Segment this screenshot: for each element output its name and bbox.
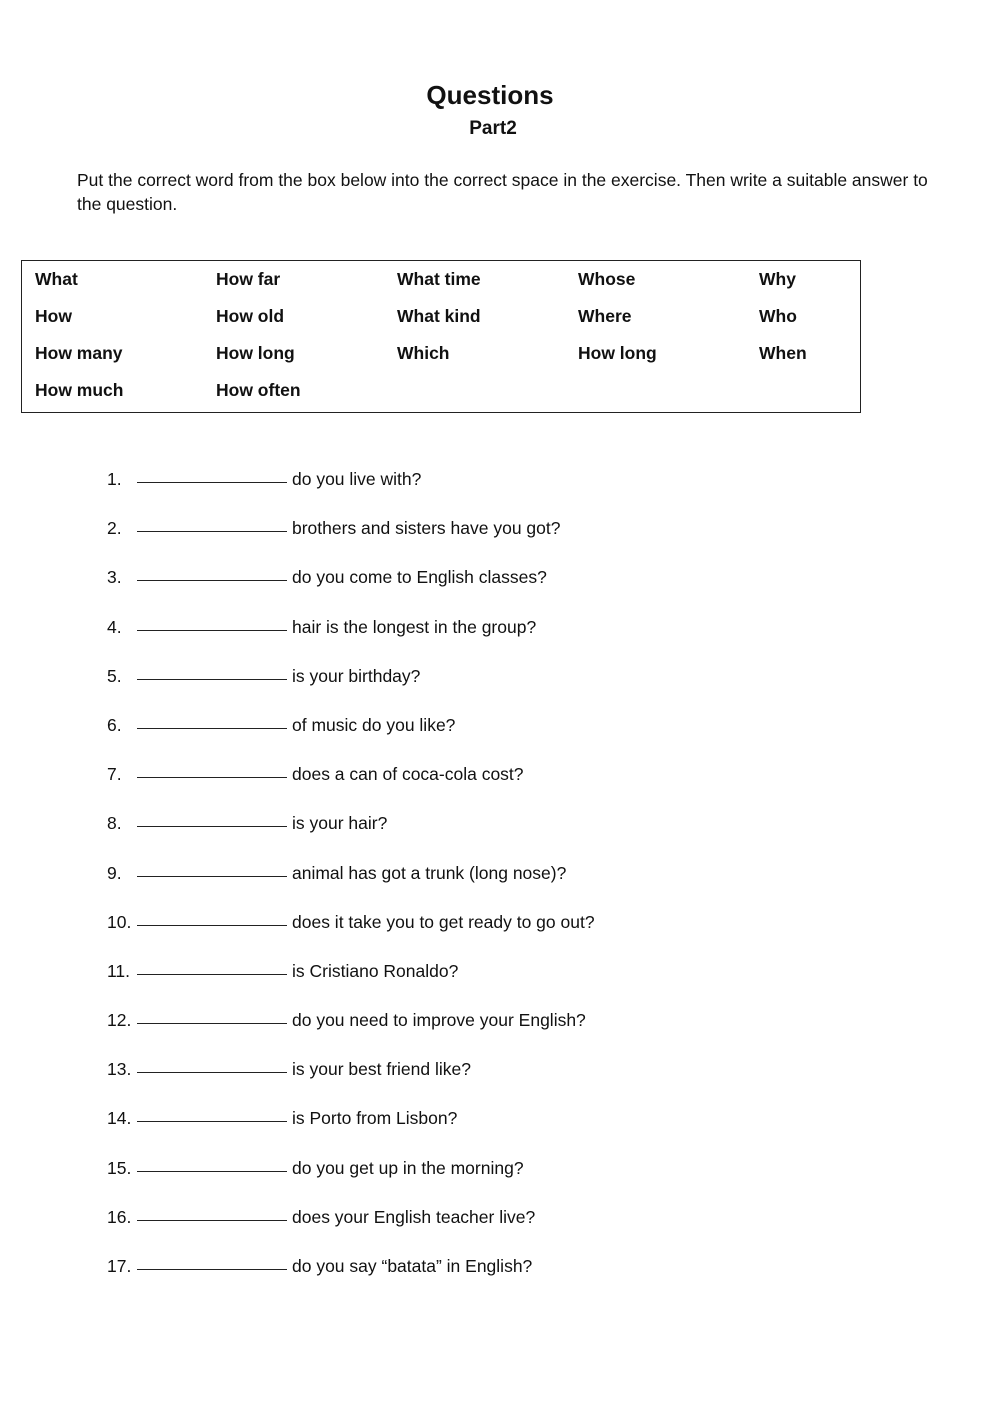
question-item [107, 558, 907, 607]
answer-blank[interactable] [137, 460, 287, 483]
question-number: 10. [107, 911, 132, 932]
answer-blank[interactable] [137, 608, 287, 631]
question-item [107, 1149, 907, 1198]
question-item [107, 1198, 907, 1247]
question-item [107, 460, 907, 509]
answer-blank[interactable] [137, 755, 287, 778]
instructions-text: Put the correct word from the box below into the correct space in the exercise. Then write a suitable answer to the question. [77, 170, 928, 214]
question-number: 4. [107, 616, 122, 637]
question-item [107, 854, 907, 903]
answer-blank[interactable] [137, 1050, 287, 1073]
question-text: do you need to improve your English? [292, 1010, 586, 1031]
question-number: 2. [107, 518, 122, 539]
word-box-item [578, 378, 759, 415]
question-item [107, 608, 907, 657]
question-number: 1. [107, 469, 122, 489]
answer-blank[interactable] [137, 1149, 287, 1172]
word-box-item: How far [216, 269, 281, 289]
answer-blank[interactable] [137, 657, 287, 680]
word-box-item: Which [397, 343, 450, 363]
question-number: 16. [107, 1206, 132, 1227]
question-text: is your birthday? [292, 665, 421, 686]
word-box-item: How [35, 306, 72, 326]
answer-blank[interactable] [137, 706, 287, 729]
question-item [107, 509, 907, 558]
answer-blank[interactable] [137, 903, 287, 926]
question-text: is your hair? [292, 813, 388, 834]
page-subtitle: Part2 [469, 118, 517, 139]
question-number: 14. [107, 1108, 132, 1129]
question-text: do you come to English classes? [292, 567, 547, 588]
answer-blank[interactable] [137, 558, 287, 581]
question-text: does your English teacher live? [292, 1206, 536, 1227]
question-item [107, 804, 907, 853]
word-box-item: How long [216, 343, 295, 363]
word-box-item: How many [35, 343, 123, 363]
word-box-item: What time [397, 269, 481, 289]
question-item [107, 755, 907, 804]
question-text: do you live with? [292, 469, 422, 489]
question-number: 6. [107, 714, 122, 735]
question-number: 5. [107, 665, 122, 686]
question-number: 13. [107, 1059, 132, 1080]
question-text: does a can of coca-cola cost? [292, 764, 524, 785]
question-item [107, 952, 907, 1001]
question-item [107, 1050, 907, 1099]
word-box-item: How old [216, 306, 285, 326]
question-item [107, 1001, 907, 1050]
question-number: 9. [107, 862, 122, 883]
word-box-item: How long [578, 343, 657, 363]
question-number: 12. [107, 1010, 132, 1031]
word-box-item: Who [759, 306, 797, 326]
question-text: do you say “batata” in English? [292, 1256, 533, 1276]
question-number: 17. [107, 1256, 132, 1276]
question-text: animal has got a trunk (long nose)? [292, 862, 567, 883]
question-number: 7. [107, 764, 122, 785]
question-item [107, 1247, 907, 1296]
answer-blank[interactable] [137, 804, 287, 827]
question-list [107, 460, 907, 1296]
answer-blank[interactable] [137, 952, 287, 975]
question-item [107, 903, 907, 952]
question-text: is Cristiano Ronaldo? [292, 960, 459, 981]
question-number: 8. [107, 813, 122, 834]
word-box-item: Why [759, 269, 796, 289]
word-box-item: What kind [397, 306, 481, 326]
answer-blank[interactable] [137, 1198, 287, 1221]
answer-blank[interactable] [137, 854, 287, 877]
question-number: 15. [107, 1157, 132, 1178]
word-box [21, 260, 861, 413]
question-item [107, 706, 907, 755]
question-text: does it take you to get ready to go out? [292, 911, 595, 932]
question-text: do you get up in the morning? [292, 1157, 524, 1178]
question-item [107, 1099, 907, 1148]
answer-blank[interactable] [137, 1247, 287, 1270]
word-box-item: Where [578, 306, 632, 326]
word-box-item: What [35, 269, 78, 289]
answer-blank[interactable] [137, 1001, 287, 1024]
question-number: 11. [107, 960, 131, 981]
answer-blank[interactable] [137, 1099, 287, 1122]
answer-blank[interactable] [137, 509, 287, 532]
question-text: brothers and sisters have you got? [292, 518, 561, 539]
question-text: is Porto from Lisbon? [292, 1108, 458, 1129]
question-text: is your best friend like? [292, 1059, 471, 1080]
question-text: hair is the longest in the group? [292, 616, 537, 637]
word-grid [35, 267, 879, 415]
question-item [107, 657, 907, 706]
question-number: 3. [107, 567, 122, 588]
word-box-item: Whose [578, 269, 636, 289]
word-box-item [397, 378, 578, 415]
page-title: Questions [426, 80, 554, 110]
word-box-item: How often [216, 380, 301, 400]
word-box-item [759, 378, 879, 415]
word-box-item: When [759, 343, 807, 363]
question-text: of music do you like? [292, 714, 456, 735]
word-box-item: How much [35, 380, 124, 400]
